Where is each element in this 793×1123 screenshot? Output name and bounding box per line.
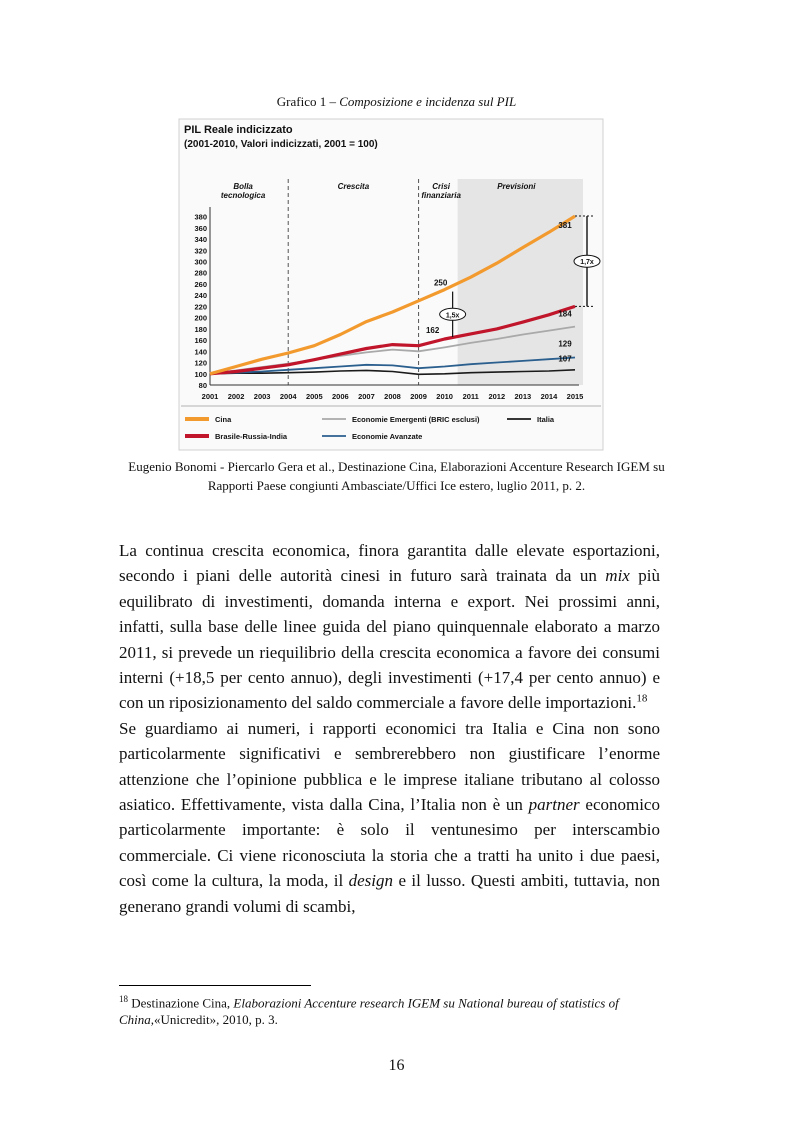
y-tick-label: 300 (194, 257, 207, 267)
x-tick-label: 2003 (253, 392, 271, 401)
y-tick-label: 120 (194, 358, 207, 368)
x-tick-label: 2012 (488, 392, 506, 401)
legend-label: Brasile-Russia-India (215, 432, 288, 441)
p1-text-a: La continua crescita economica, finora garantita dalle elevate esportazioni, secondo i piani delle autorità cinesi in futuro sarà trainata da un (119, 541, 660, 586)
x-tick-label: 2001 (201, 392, 219, 401)
footnote-italic: Elaborazioni Accenture research IGEM su National bureau of statistics of China, (119, 995, 619, 1028)
annotation-2015-2: 184 (558, 309, 572, 319)
p2-text-c: e il lusso. Questi ambiti, tuttavia, non generano grandi volumi di scambi, (119, 871, 660, 916)
x-tick-label: 2007 (358, 392, 375, 401)
period-label-2: Crescita (337, 182, 370, 191)
chart-title: PIL Reale indicizzato (184, 124, 293, 136)
body-text (119, 538, 660, 919)
gdp-chart (177, 117, 605, 452)
y-tick-label: 260 (194, 279, 207, 289)
figure-caption (0, 94, 793, 110)
y-tick-label: 100 (194, 369, 207, 379)
gdp-chart-svg (177, 117, 605, 452)
y-tick-label: 280 (194, 268, 207, 278)
annotation-2015-1: 381 (558, 221, 572, 231)
legend-label: Italia (537, 415, 555, 424)
y-tick-label: 380 (194, 212, 207, 222)
x-tick-label: 2004 (279, 392, 297, 401)
legend-label: Economie Emergenti (BRIC esclusi) (352, 415, 480, 424)
y-tick-label: 200 (194, 313, 207, 323)
x-tick-label: 2013 (514, 392, 532, 401)
x-tick-label: 2006 (332, 392, 349, 401)
x-tick-label: 2011 (462, 392, 479, 401)
y-tick-label: 240 (194, 291, 207, 301)
x-tick-label: 2005 (305, 392, 323, 401)
period-label-4: Previsioni (497, 182, 536, 191)
y-tick-label: 220 (194, 302, 207, 312)
x-tick-label: 2015 (566, 392, 584, 401)
x-tick-label: 2014 (540, 392, 558, 401)
footnote-text-b: «Unicredit», 2010, p. 3. (154, 1012, 278, 1028)
x-tick-label: 2009 (410, 392, 427, 401)
legend-label: Economie Avanzate (352, 432, 423, 441)
x-tick-label: 2008 (384, 392, 401, 401)
annotation-2015-3: 129 (558, 339, 572, 349)
period-label-3: Crisi finanziaria (421, 182, 461, 200)
p1-italic-mix: mix (605, 566, 630, 586)
p2-text-a: Se guardiamo ai numeri, i rapporti economici tra Italia e Cina non sono particolarmente significativi e sembrerebbero non giustificare l’enorme attenzione che l’opinione pubblica e le imprese italiane tributano al colosso asiatico. Effettivamente, vista dalla Cina, l’Italia non è un (119, 718, 660, 815)
x-tick-label: 2002 (227, 392, 245, 401)
x-tick-label: 2010 (436, 392, 453, 401)
paragraph-2 (119, 716, 660, 919)
ratio-label-2015: 1,7x (580, 259, 594, 267)
footnote-divider (119, 985, 311, 986)
y-tick-label: 140 (194, 347, 207, 357)
footnote-18 (119, 991, 660, 1028)
y-tick-label: 80 (198, 381, 207, 390)
p2-italic-partner: partner (528, 795, 580, 815)
footnote-ref-18[interactable]: 18 (636, 692, 648, 705)
annotation-2010-cina: 250 (433, 278, 448, 288)
annotation-2010-bri: 162 (425, 325, 440, 335)
y-tick-label: 320 (194, 246, 207, 256)
y-tick-label: 340 (194, 235, 207, 245)
y-tick-label: 160 (194, 336, 207, 346)
p2-text-b: economico particolarmente importante: è solo il ventunesimo per interscambio commerciale. Ci viene riconosciuta la storia che a tratti ha unito i due paesi, così come la cultura, la moda, il (119, 795, 660, 891)
y-tick-label: 360 (194, 223, 207, 233)
figure-caption-prefix: Grafico 1 – (276, 94, 340, 109)
y-tick-label: 180 (194, 324, 207, 334)
p2-italic-design: design (348, 871, 394, 891)
figure-caption-title: Composizione e incidenza sul PIL (339, 94, 517, 109)
annotation-2015-4: 107 (558, 354, 572, 364)
footnote-number: 18 (119, 994, 128, 1004)
legend-label: Cina (215, 415, 232, 424)
p1-text-b: più equilibrato di investimenti, domanda interna e export. Nei prossimi anni, infatti, sulla base delle linee guida del piano quinquennale elaborato a marzo 2011, si prevede un riequilibrio della crescita economica a favore dei consumi interni (+18,5 per cento annuo), degli investimenti (+17,4 per cento annuo) e con un riposizionamento del saldo commerciale a favore delle importazioni. (119, 566, 660, 713)
period-label-1: Bolla tecnologica (220, 182, 266, 200)
figure-source: Eugenio Bonomi - Piercarlo Gera et al., Destinazione Cina, Elaborazioni Accenture Research IGEM su Rapporti Paese congiunti Ambasciate/Uffici Ice estero, luglio 2011, p. 2. (128, 459, 665, 493)
page-number: 16 (388, 1057, 405, 1074)
footnote-text-a: Destinazione Cina, (128, 995, 234, 1011)
paragraph-1 (119, 538, 660, 716)
ratio-label-2010: 1,5x (445, 312, 460, 320)
chart-subtitle: (2001-2010, Valori indicizzati, 2001 = 100) (184, 139, 378, 150)
